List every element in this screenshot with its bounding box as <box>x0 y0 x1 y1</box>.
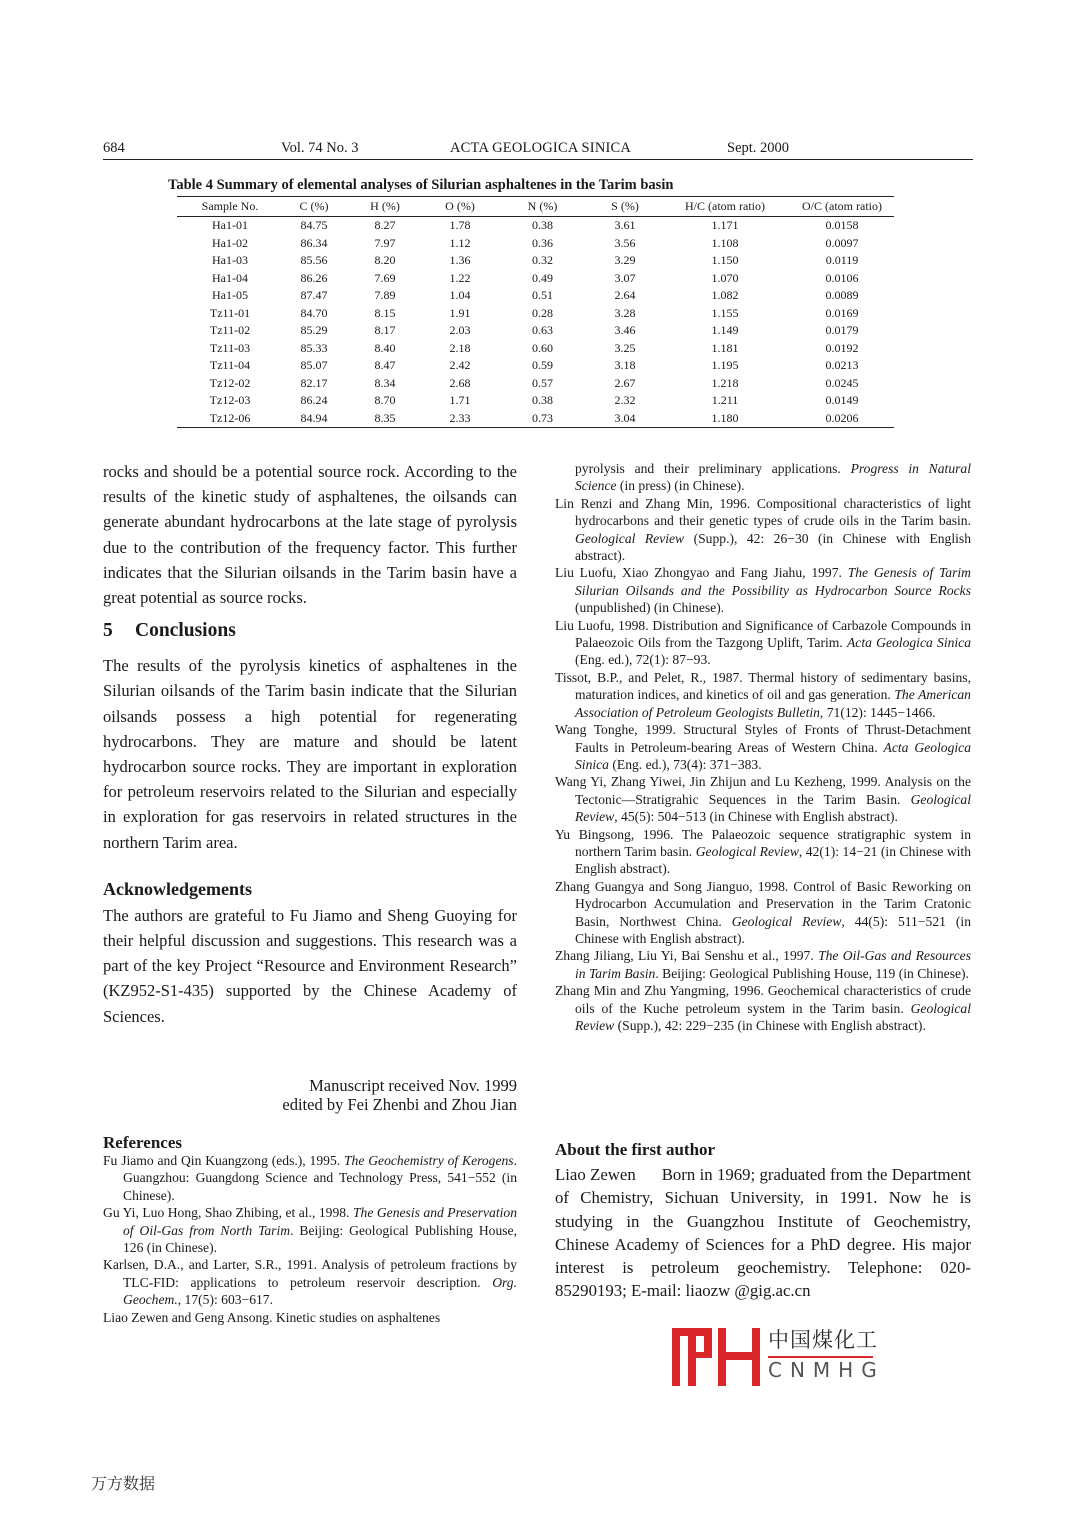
reference-title: Progress in Natural Science <box>575 461 971 494</box>
table-row <box>177 410 894 428</box>
table-row <box>177 357 894 375</box>
reference-details: , 17(5): 603−617. <box>177 1292 273 1308</box>
table-caption: Table 4 Summary of elemental analyses of Silurian asphaltenes in the Tarim basin <box>168 177 674 193</box>
elemental-analysis-table <box>177 196 894 428</box>
cell-hc-ratio: 1.082 <box>711 288 739 303</box>
cell-carbon: 82.17 <box>300 375 328 390</box>
references-left <box>103 1134 517 1326</box>
reference-entry <box>555 982 971 1034</box>
cell-sulfur: 3.56 <box>614 235 636 250</box>
cell-sample-no: Tz12-06 <box>209 410 251 425</box>
reference-entry <box>103 1256 517 1308</box>
reference-title: Geological Review <box>575 791 971 825</box>
cell-oc-ratio: 0.0192 <box>825 340 859 355</box>
cell-oxygen: 1.71 <box>449 393 471 408</box>
cell-carbon: 84.94 <box>300 410 328 425</box>
cell-hydrogen: 8.17 <box>374 323 396 338</box>
cell-sulfur: 2.64 <box>614 288 636 303</box>
reference-text: Zhang Min and Zhu Yangming, 1996. Geochemical characteristics of crude oils of the Kuche petroleum system in the Tarim basin. <box>555 983 971 1016</box>
reference-text: Liu Luofu, 1998. Distribution and Significance of Carbazole Compounds in Palaeozoic Oils from the Tazgong Uplift, Tarim. <box>555 617 971 651</box>
reference-title: Geological Review <box>731 913 842 929</box>
cell-hydrogen: 7.89 <box>374 288 396 303</box>
cell-hc-ratio: 1.149 <box>711 323 739 338</box>
reference-details: , 44(5): 511−521 (in Chinese with English abstract). <box>575 913 971 946</box>
table-row <box>177 252 894 270</box>
reference-details: (in press) (in Chinese). <box>616 478 745 494</box>
reference-details: (Eng. ed.), 73(4): 371−383. <box>608 756 762 772</box>
cell-sample-no: Tz12-03 <box>209 393 251 408</box>
cell-oc-ratio: 0.0179 <box>825 323 859 338</box>
table-body <box>177 217 894 428</box>
cell-nitrogen: 0.36 <box>532 235 553 250</box>
journal-name: ACTA GEOLOGICA SINICA <box>450 140 632 156</box>
reference-details: (unpublished) (in Chinese). <box>575 600 725 616</box>
cell-oc-ratio: 0.0097 <box>825 235 859 250</box>
cell-hc-ratio: 1.181 <box>711 340 739 355</box>
manuscript-note <box>103 1076 517 1114</box>
table-row <box>177 270 894 288</box>
reference-entry <box>555 878 971 948</box>
acknowledgements-paragraph: The authors are grateful to Fu Jiamo and Sheng Guoying for their helpful discussion and suggestions. This research was a part of the key Project “Resource and Environment Research” (KZ952-S1-435) supported by the Chinese Academy of Sciences. <box>103 905 517 1026</box>
cell-oxygen: 1.78 <box>449 218 471 233</box>
reference-list-right <box>555 460 971 1034</box>
cell-sulfur: 2.32 <box>614 393 636 408</box>
cell-hydrogen: 8.35 <box>374 410 396 425</box>
table-row <box>177 235 894 253</box>
cell-sample-no: Ha1-01 <box>212 218 248 233</box>
about-author-section <box>555 1140 971 1303</box>
reference-details: , 45(5): 504−513 (in Chinese with English abstract). <box>614 809 898 825</box>
cell-sample-no: Ha1-05 <box>212 288 248 303</box>
table-row <box>177 287 894 305</box>
table-row <box>177 392 894 410</box>
cell-sample-no: Ha1-02 <box>212 235 248 250</box>
reference-entry <box>555 826 971 878</box>
table-row <box>177 322 894 340</box>
cell-oc-ratio: 0.0119 <box>825 253 859 268</box>
author-bio: Born in 1969; graduated from the Department of Chemistry, Sichuan University, in 1991. Now he is studying in the Guangzhou Institute of Geochemistry, Chinese Academy of Sciences for a PhD degree. His major interest is petroleum geochemistry. Telephone: 020-85290193; E-mail: liaozw @gig.ac.cn <box>555 1165 972 1301</box>
cell-nitrogen: 0.59 <box>532 358 553 373</box>
cell-sample-no: Tz11-03 <box>209 340 251 355</box>
acknowledgements-heading: Acknowledgements <box>103 878 252 899</box>
cell-sulfur: 2.67 <box>614 375 636 390</box>
reference-title: The Oil-Gas and Resources in Tarim Basin <box>575 948 971 981</box>
reference-text: Liao Zewen and Geng Ansong. Kinetic studies on asphaltenes <box>103 1309 441 1325</box>
reference-details: (Supp.), 42: 229−235 (in Chinese with English abstract). <box>614 1018 926 1033</box>
cell-hydrogen: 8.27 <box>374 218 396 233</box>
reference-text: Yu Bingsong, 1996. The Palaeozoic sequence stratigraphic system in northern Tarim basin. <box>555 826 971 859</box>
cell-oxygen: 1.22 <box>449 270 471 285</box>
cell-carbon: 84.70 <box>300 305 328 320</box>
left-column <box>103 459 517 1029</box>
cell-sample-no: Tz12-02 <box>209 375 251 390</box>
reference-text: Wang Tonghe, 1999. Structural Styles of Fronts of Thrust-Detachment Faults in Petroleum-bearing Areas of Western China. <box>555 722 971 755</box>
cell-oc-ratio: 0.0213 <box>825 358 859 373</box>
reference-title: The Genesis and Preservation of Oil-Gas from North Tarim <box>123 1205 517 1238</box>
cnmhg-logo <box>672 1324 885 1386</box>
reference-text: pyrolysis and their preliminary applications. <box>575 461 851 476</box>
reference-details: , 42(1): 14−21 (in Chinese with English abstract). <box>575 843 972 877</box>
column-header-oxygen: O (%) <box>445 199 475 213</box>
table-row <box>177 217 894 235</box>
cell-carbon: 85.33 <box>300 340 328 355</box>
cell-nitrogen: 0.51 <box>532 288 553 303</box>
cell-oxygen: 1.91 <box>449 305 471 320</box>
cell-oxygen: 1.36 <box>449 253 471 268</box>
cell-carbon: 86.26 <box>300 270 328 285</box>
cell-oc-ratio: 0.0245 <box>825 375 859 390</box>
cell-sample-no: Tz11-04 <box>209 358 251 373</box>
table-row <box>177 340 894 358</box>
mh-logo-icon <box>672 1324 762 1386</box>
cell-sample-no: Ha1-04 <box>212 270 248 285</box>
page-number: 684 <box>103 140 125 156</box>
cell-oxygen: 2.68 <box>449 375 471 390</box>
cell-oc-ratio: 0.0149 <box>825 393 859 408</box>
cell-hc-ratio: 1.171 <box>711 218 739 233</box>
reference-title: The Geochemistry of Kerogens <box>344 1153 514 1168</box>
cell-hydrogen: 7.97 <box>374 235 396 250</box>
table-row <box>177 375 894 393</box>
reference-details: . Beijing: Geological Publishing House, 126 (in Chinese). <box>123 1222 517 1256</box>
logo-english-name: CNMHG <box>768 1358 885 1382</box>
reference-title: Geological Review <box>695 843 799 859</box>
reference-details: (Supp.), 42: 26−30 (in Chinese with English abstract). <box>575 530 971 564</box>
reference-details: . Beijing: Geological Publishing House, 119 (in Chinese). <box>655 965 969 981</box>
reference-text: Fu Jiamo and Qin Kuangzong (eds.), 1995. <box>103 1153 344 1168</box>
column-header-hc-ratio: H/C (atom ratio) <box>685 199 765 213</box>
cell-sulfur: 3.18 <box>614 358 636 373</box>
cell-hc-ratio: 1.211 <box>711 393 739 408</box>
cell-oc-ratio: 0.0158 <box>825 218 859 233</box>
reference-entry <box>555 669 971 721</box>
wanfang-watermark: 万方数据 <box>91 1474 156 1493</box>
cell-carbon: 85.07 <box>300 358 328 373</box>
cell-hc-ratio: 1.108 <box>711 235 739 250</box>
cell-nitrogen: 0.60 <box>532 340 553 355</box>
references-heading: References <box>103 1133 182 1152</box>
cell-nitrogen: 0.49 <box>532 270 553 285</box>
reference-details: (Eng. ed.), 72(1): 87−93. <box>575 652 711 668</box>
reference-details: , 71(12): 1445−1466. <box>819 704 936 720</box>
reference-text: Liu Luofu, Xiao Zhongyao and Fang Jiahu, 1997. <box>555 565 848 581</box>
cell-carbon: 86.24 <box>300 393 328 408</box>
conclusions-paragraph: The results of the pyrolysis kinetics of asphaltenes in the Silurian oilsands of the Tarim basin indicate that the Silurian oilsands possess a high potential for regenerating hydrocarbons. They are mature and should be latent hydrocarbon source rocks. They are important in exploration for petroleum reservoirs related to the Silurian and especially in exploration for gas reservoirs in related structures in the northern Tarim area. <box>103 656 517 852</box>
cell-hydrogen: 7.69 <box>374 270 396 285</box>
cell-hc-ratio: 1.155 <box>711 305 739 320</box>
logo-chinese-name: 中国煤化工 <box>768 1328 878 1352</box>
table-header-row <box>177 197 894 217</box>
cell-nitrogen: 0.57 <box>532 375 553 390</box>
reference-text: Wang Yi, Zhang Yiwei, Jin Zhijun and Lu Kezheng, 1999. Analysis on the Tectonic—Stratigrahic Sequences in the Tarim Basin. <box>555 774 971 807</box>
reference-entry <box>103 1152 517 1204</box>
reference-entry <box>103 1204 517 1256</box>
reference-entry <box>103 1309 517 1326</box>
running-header <box>103 139 973 160</box>
reference-continuation <box>555 460 971 495</box>
manuscript-received: Manuscript received Nov. 1999 <box>309 1076 517 1095</box>
reference-entry <box>555 495 971 565</box>
column-header-hydrogen: H (%) <box>370 199 400 213</box>
reference-entry <box>555 947 971 982</box>
cell-hydrogen: 8.34 <box>374 375 396 390</box>
reference-text: Gu Yi, Luo Hong, Shao Zhibing, et al., 1998. <box>103 1205 353 1221</box>
cell-oxygen: 2.18 <box>449 340 471 355</box>
reference-text: Tissot, B.P., and Pelet, R., 1987. Thermal history of sedimentary basins, maturation indices, and kinetics of oil and gas generation. <box>555 669 971 703</box>
cell-oxygen: 2.33 <box>449 410 471 425</box>
cell-hc-ratio: 1.218 <box>711 375 739 390</box>
about-author-paragraph <box>555 1163 971 1303</box>
reference-text: Zhang Jiliang, Liu Yi, Bai Senshu et al., 1997. <box>555 948 819 964</box>
cell-hydrogen: 8.40 <box>374 340 396 355</box>
cell-sulfur: 3.46 <box>614 323 636 338</box>
cell-hc-ratio: 1.070 <box>711 270 739 285</box>
table-row <box>177 305 894 323</box>
cell-sulfur: 3.07 <box>614 270 636 285</box>
cell-carbon: 87.47 <box>300 288 328 303</box>
edited-by: edited by Fei Zhenbi and Zhou Jian <box>282 1095 517 1114</box>
cell-sample-no: Tz11-02 <box>209 323 251 338</box>
cell-oxygen: 2.42 <box>449 358 471 373</box>
reference-entry <box>555 564 971 616</box>
cell-sulfur: 3.28 <box>614 305 636 320</box>
cell-hc-ratio: 1.180 <box>711 410 739 425</box>
reference-title: Acta Geologica Sinica <box>846 635 971 651</box>
cell-oc-ratio: 0.0206 <box>825 410 859 425</box>
cell-nitrogen: 0.28 <box>532 305 553 320</box>
column-header-carbon: C (%) <box>299 199 329 213</box>
reference-title: Geological Review <box>575 1000 971 1033</box>
reference-title: The American Association of Petroleum Geologists Bulletin <box>575 687 971 720</box>
cell-hc-ratio: 1.150 <box>711 253 739 268</box>
cell-sulfur: 3.25 <box>614 340 636 355</box>
intro-paragraph: rocks and should be a potential source rock. According to the results of the kinetic study of asphaltenes, the oilsands can generate abundant hydrocarbons at the late stage of pyrolysis due to the contribution of the frequency factor. This further indicates that the Silurian oilsands in the Tarim basin have a great potential as source rocks. <box>103 462 517 608</box>
cell-nitrogen: 0.32 <box>532 253 553 268</box>
cell-carbon: 86.34 <box>300 235 328 250</box>
cell-nitrogen: 0.38 <box>532 393 553 408</box>
reference-title: The Genesis of Tarim Silurian Oilsands and the Possibility as Hydrocarbon Source Rocks <box>575 565 971 598</box>
cell-sulfur: 3.04 <box>614 410 636 425</box>
volume-issue: Vol. 74 No. 3 <box>281 140 359 156</box>
column-header-nitrogen: N (%) <box>527 199 558 213</box>
about-author-heading: About the first author <box>555 1140 716 1159</box>
column-header-oc-ratio: O/C (atom ratio) <box>802 199 882 213</box>
cell-oxygen: 2.03 <box>449 323 471 338</box>
issue-date: Sept. 2000 <box>727 140 790 156</box>
cell-oc-ratio: 0.0089 <box>825 288 859 303</box>
reference-title: Org. Geochem. <box>123 1274 517 1308</box>
cell-nitrogen: 0.63 <box>532 323 553 338</box>
column-header-sulfur: S (%) <box>611 199 639 213</box>
references-right <box>555 460 971 1034</box>
cell-carbon: 85.56 <box>300 253 328 268</box>
cell-sulfur: 3.29 <box>614 253 636 268</box>
reference-title: Geological Review <box>575 530 685 546</box>
cell-hydrogen: 8.20 <box>374 253 396 268</box>
cell-hydrogen: 8.47 <box>374 358 396 373</box>
cell-sulfur: 3.61 <box>614 218 636 233</box>
reference-entry <box>555 773 971 825</box>
cell-hc-ratio: 1.195 <box>711 358 739 373</box>
reference-entry <box>555 721 971 773</box>
reference-entry <box>555 617 971 669</box>
cell-sample-no: Tz11-01 <box>209 305 251 320</box>
cell-nitrogen: 0.38 <box>532 218 553 233</box>
cell-oxygen: 1.12 <box>449 235 471 250</box>
reference-list-left <box>103 1152 517 1326</box>
cell-oc-ratio: 0.0106 <box>825 270 859 285</box>
column-header-sample: Sample No. <box>201 199 259 213</box>
cell-hydrogen: 8.70 <box>374 393 396 408</box>
cell-nitrogen: 0.73 <box>532 410 553 425</box>
cell-oc-ratio: 0.0169 <box>825 305 859 320</box>
section-title: Conclusions <box>135 620 236 642</box>
cell-sample-no: Ha1-03 <box>212 253 248 268</box>
reference-text: Zhang Guangya and Song Jianguo, 1998. Control of Basic Reworking on Hydrocarbon Accumulation and Preservation in the Tarim Cratonic Basin, Northwest China. <box>555 878 971 929</box>
reference-text: Lin Renzi and Zhang Min, 1996. Compositional characteristics of light hydrocarbons and their genetic types of crude oils in the Tarim basin. <box>555 495 971 529</box>
section-number: 5 <box>103 620 113 642</box>
reference-text: Karlsen, D.A., and Larter, S.R., 1991. Analysis of petroleum fractions by TLC-FID: applications to petroleum reservoir description. <box>103 1257 517 1290</box>
cell-carbon: 84.75 <box>300 218 328 233</box>
conclusions-heading <box>103 619 517 643</box>
author-name: Liao Zewen <box>555 1165 636 1184</box>
reference-title: Acta Geologica Sinica <box>575 739 972 772</box>
cell-carbon: 85.29 <box>300 323 328 338</box>
cell-oxygen: 1.04 <box>449 288 471 303</box>
reference-details: . Guangzhou: Guangdong Science and Technology Press, 541−552 (in Chinese). <box>123 1153 518 1203</box>
cell-hydrogen: 8.15 <box>374 305 396 320</box>
